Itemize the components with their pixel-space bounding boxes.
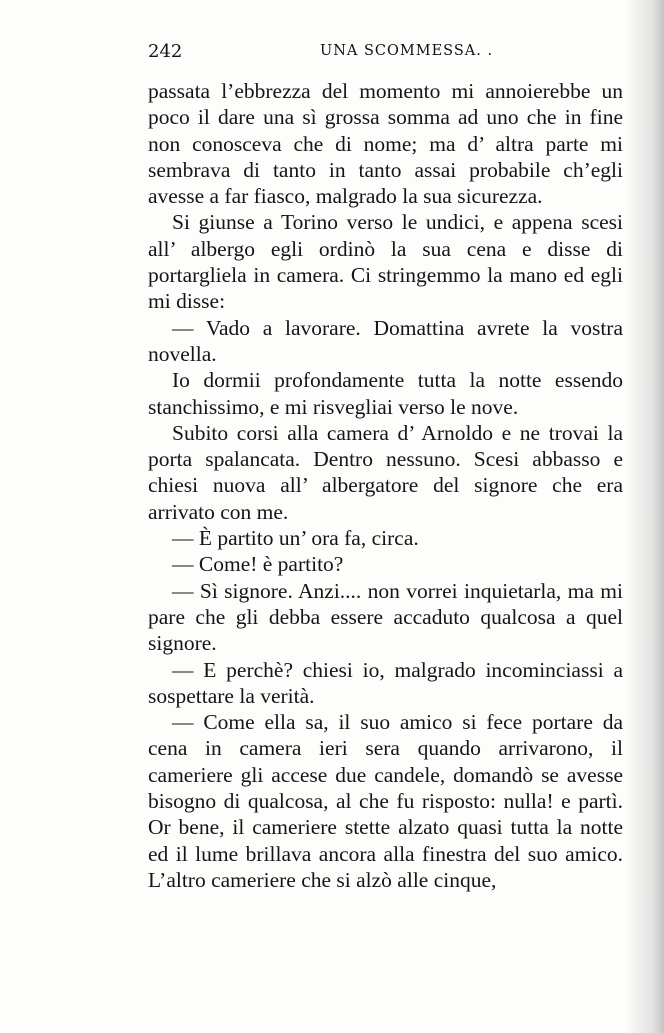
dialogue-line: — Vado a lavorare. Domattina avrete la vostra novella. <box>148 315 623 366</box>
dialogue-line: — Come! è partito? <box>172 552 344 577</box>
paragraph: Io dormii profondamente tutta la notte essendo stanchissimo, e mi risvegliai verso le nove. <box>148 368 623 419</box>
dialogue-line: — Sì signore. Anzi.... non vorrei inquietarla, ma mi pare che gli debba essere accaduto qualcosa a quel signore. <box>148 578 623 656</box>
running-title: UNA SCOMMESSA. . <box>320 43 494 59</box>
dialogue-line: — È partito un’ ora fa, circa. <box>172 526 419 551</box>
dialogue-line: — E perchè? chiesi io, malgrado incominciassi a sospettare la verità. <box>148 657 623 708</box>
paragraph: Subito corsi alla camera d’ Arnoldo e ne trovai la porta spalancata. Dentro nessuno. Scesi abbasso e chiesi nuova all’ albergatore del signore che era arrivato con me. <box>148 420 623 524</box>
paragraph: Si giunse a Torino verso le undici, e appena scesi all’ albergo egli ordinò la sua cena e disse di portargliela in camera. Ci stringemmo la mano ed egli mi disse: <box>148 210 623 314</box>
paragraph-continuation: passata l’ebbrezza del momento mi annoierebbe un poco il dare una sì grossa somma ad uno che in fine non conosceva che di nome; ma d’ altra parte mi sembrava di tanto in tanto assai probabile ch’egli avesse a far fiasco, malgrado la sua sicurezza. <box>148 79 623 209</box>
page-number: 242 <box>148 41 183 62</box>
page-header <box>148 41 623 65</box>
page-edge-shadow <box>624 0 664 1033</box>
body-text <box>148 78 623 893</box>
dialogue-line: — Come ella sa, il suo amico si fece portare da cena in camera ieri sera quando arrivarono, il cameriere gli accese due candele, domandò se avesse bisogno di qualcosa, al che fu risposto: nulla! e partì. Or bene, il cameriere stette alzato quasi tutta la notte ed il lume brillava ancora alla finestra del suo amico. L’altro cameriere che si alzò alle cinque, <box>148 710 623 892</box>
